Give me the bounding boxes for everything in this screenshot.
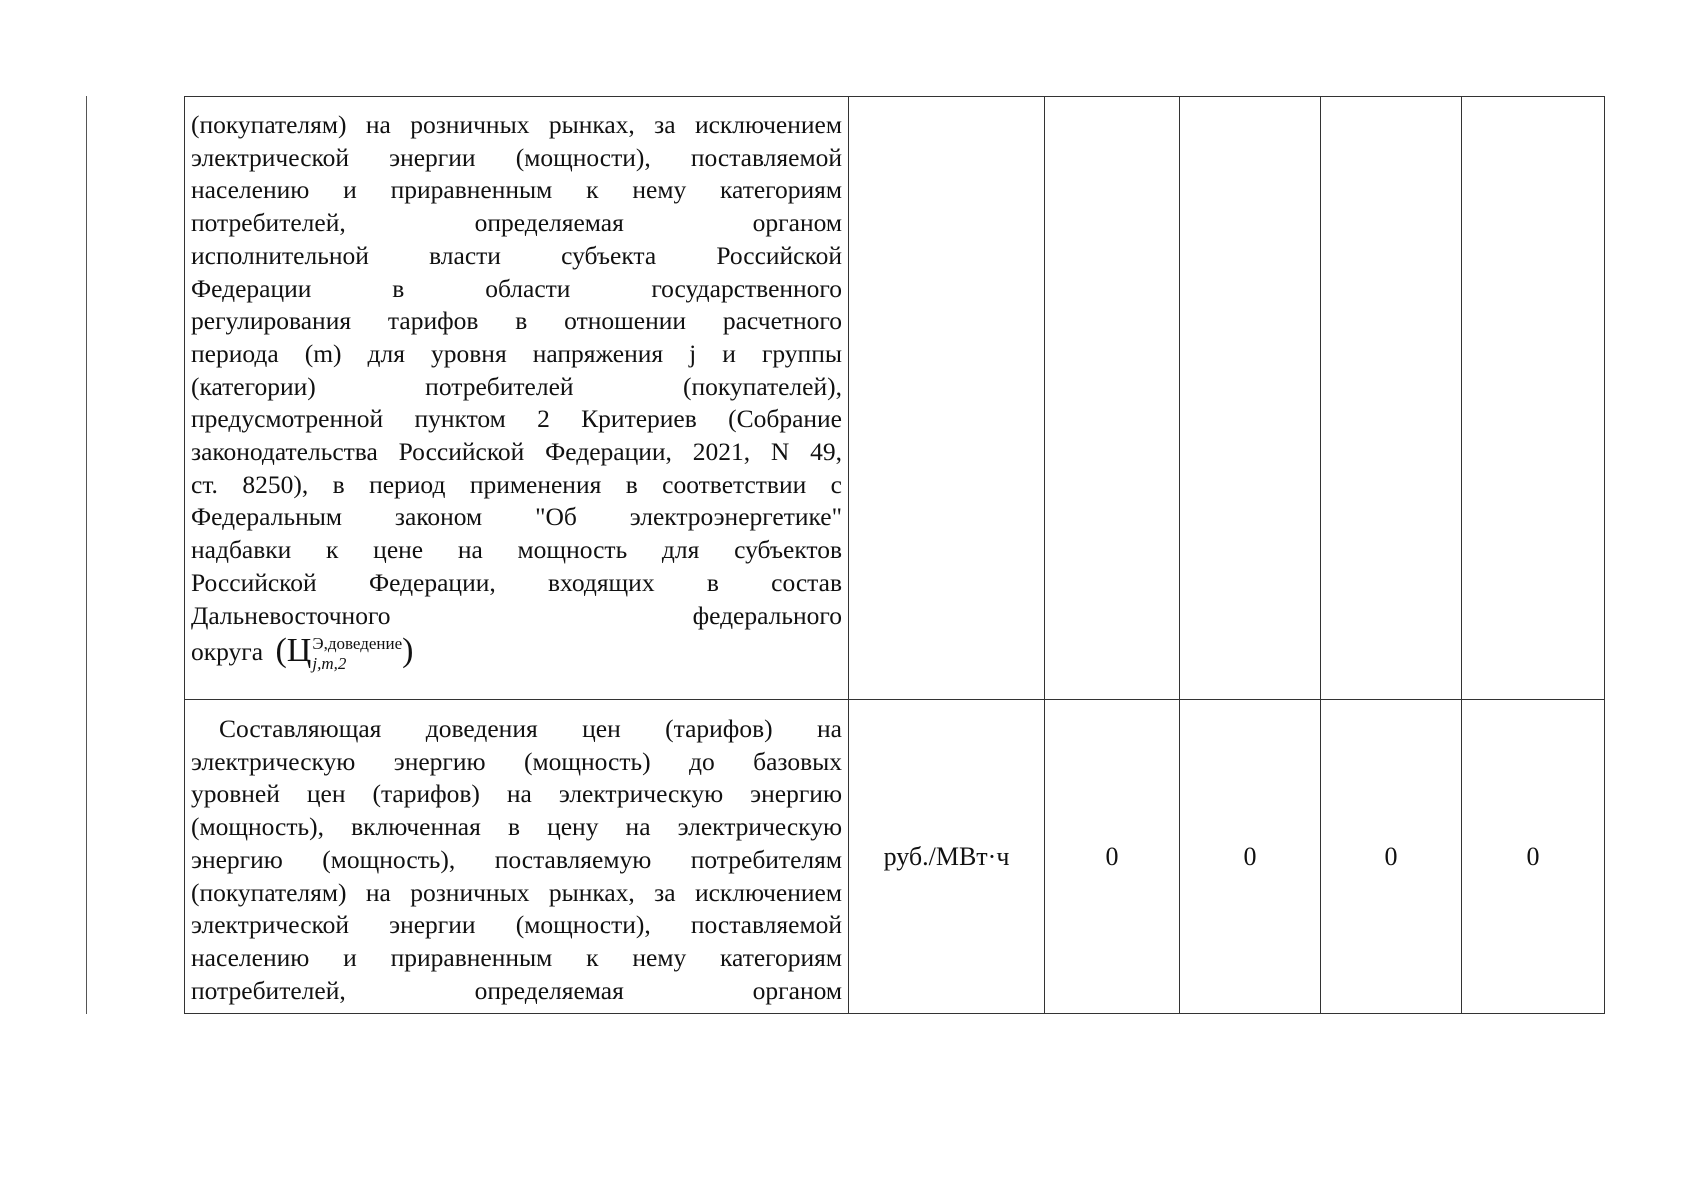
paragraph-indent: [191, 713, 219, 746]
formula-close-paren: ): [402, 631, 414, 669]
text-line: регулирования тарифов в отношении расчетного: [191, 306, 842, 336]
text-line: ст. 8250), в период применения в соответствии с: [191, 469, 842, 499]
text-line: электрическую энергию (мощность) до базовых: [191, 746, 842, 776]
text-line: энергию (мощность), поставляемую потребителям: [191, 844, 842, 874]
value-cell: [1462, 97, 1605, 700]
tariff-table: [184, 96, 1605, 1014]
text-line: Российской Федерации, входящих в состав: [191, 567, 842, 597]
text-line: предусмотренной пунктом 2 Критериев (Собрание: [191, 404, 842, 434]
table-row-continued: [185, 97, 1605, 700]
formula-scripts: [312, 634, 402, 674]
text-line: Дальневосточного федерального: [191, 600, 842, 630]
unit-cell: руб./МВт·ч: [849, 700, 1045, 1014]
text-line: (покупателям) на розничных рынках, за исключением: [191, 110, 842, 139]
text-line: исполнительной власти субъекта Российской: [191, 240, 842, 270]
text-line: Федерации в области государственного: [191, 273, 842, 303]
text-line: уровней цен (тарифов) на электрическую энергию: [191, 779, 842, 809]
formula-superscript: Э,доведение: [312, 634, 403, 654]
text-line: электрической энергии (мощности), поставляемой: [191, 910, 842, 940]
text-line: Составляющая доведения цен (тарифов) на: [219, 714, 842, 743]
formula-symbol: Ц: [286, 631, 312, 669]
price-formula: [275, 631, 414, 674]
value-cell: [1180, 97, 1321, 700]
margin-rule: [86, 96, 87, 1014]
text-line: электрической энергии (мощности), поставляемой: [191, 142, 842, 172]
value-cell: [1321, 97, 1462, 700]
value-cell: [1045, 97, 1180, 700]
text-line: Федеральным законом "Об электроэнергетике": [191, 502, 842, 532]
text-line-indented: [191, 713, 842, 746]
text-line: законодательства Российской Федерации, 2021, N 49,: [191, 437, 842, 467]
formula-line: [191, 631, 842, 674]
description-cell: [185, 97, 849, 700]
description-text: [185, 700, 848, 1007]
description-text: [185, 97, 848, 674]
text-line: (покупателям) на розничных рынках, за исключением: [191, 877, 842, 907]
text-line: (категории) потребителей (покупателей),: [191, 371, 842, 401]
value-cell: 0: [1462, 700, 1605, 1014]
description-cell: [185, 700, 849, 1014]
unit-cell: [849, 97, 1045, 700]
text-line: населению и приравненным к нему категориям: [191, 175, 842, 205]
formula-subscript: j,m,2: [312, 654, 347, 674]
value-cell: 0: [1321, 700, 1462, 1014]
text-line: (мощность), включенная в цену на электрическую: [191, 812, 842, 842]
formula-open-paren: (: [275, 631, 287, 669]
table-row: [185, 700, 1605, 1014]
value-cell: 0: [1045, 700, 1180, 1014]
value-cell: 0: [1180, 700, 1321, 1014]
text-line: населению и приравненным к нему категориям: [191, 942, 842, 972]
text-line: округа: [191, 637, 264, 667]
text-line: периода (m) для уровня напряжения j и группы: [191, 338, 842, 368]
text-line: потребителей, определяемая органом: [191, 975, 842, 1005]
text-line: надбавки к цене на мощность для субъектов: [191, 535, 842, 565]
text-line: потребителей, определяемая органом: [191, 208, 842, 238]
